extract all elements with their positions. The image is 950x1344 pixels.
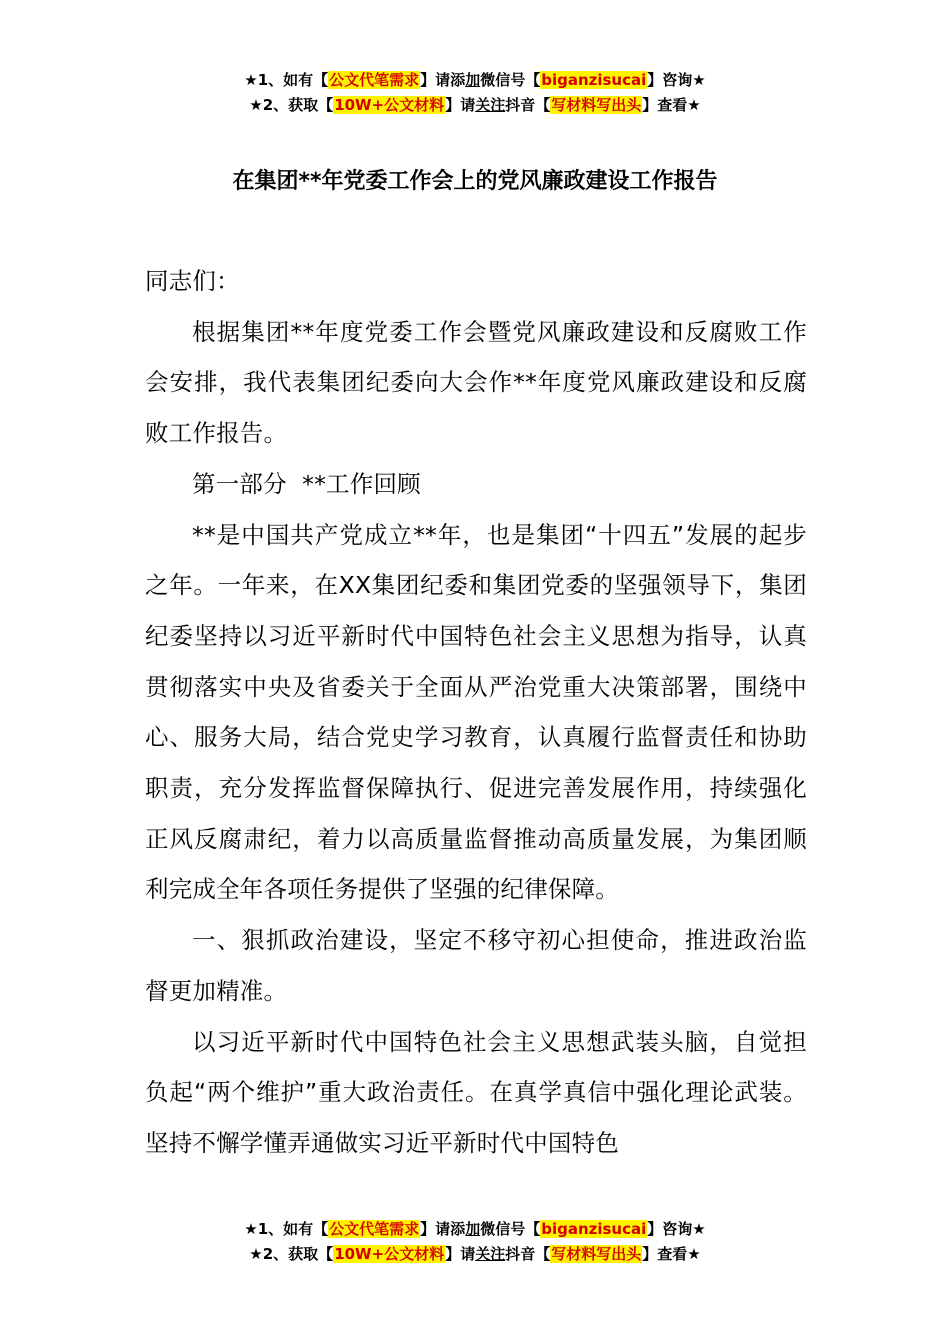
highlight-service: 公文代笔需求 xyxy=(329,1220,420,1238)
highlight-service: 公文代笔需求 xyxy=(329,71,420,89)
highlight-materials: 10W+公文材料 xyxy=(334,96,445,114)
promo-text: ★1、如有【 xyxy=(244,71,329,89)
highlight-douyin-account: 写材料写出头 xyxy=(551,1245,642,1263)
promo-emphasis: 加 xyxy=(465,71,481,89)
document-title: 在集团**年党委工作会上的党风廉政建设工作报告 xyxy=(232,169,718,194)
promo-text: 】咨询★ xyxy=(647,1220,706,1238)
promo-line-2 xyxy=(0,1242,950,1267)
promo-text: ★2、获取【 xyxy=(249,1245,334,1263)
promo-line-2 xyxy=(0,93,950,118)
paragraph-review: **是中国共产党成立**年，也是集团“十四五”发展的起步之年。一年来，在XX集团纪委和集团党委的坚强领导下，集团纪委坚持以习近平新时代中国特色社会主义思想为指导，认真贯彻落实中央及省委关于全面从严治党重大决策部署，围绕中心、服务大局，结合党史学习教育，认真履行监督责任和协助职责，充分发挥监督保障执行、促进完善发展作用，持续强化正风反腐肃纪，着力以高质量监督推动高质量发展，为集团顺利完成全年各项任务提供了坚强的纪律保障。 xyxy=(145,520,807,904)
promo-text: ★2、获取【 xyxy=(249,96,334,114)
section-heading: 第一部分 **工作回顾 xyxy=(192,469,421,498)
paragraph-intro: 根据集团**年度党委工作会暨党风廉政建设和反腐败工作会安排，我代表集团纪委向大会作**年度党风廉政建设和反腐败工作报告。 xyxy=(145,317,807,448)
promo-text: 】请添 xyxy=(420,71,466,89)
highlight-materials: 10W+公文材料 xyxy=(334,1245,445,1263)
paragraph-political: 以习近平新时代中国特色社会主义思想武装头脑，自觉担负起“两个维护”重大政治责任。在真学真信中强化理论武装。坚持不懈学懂弄通做实习近平新时代中国特色 xyxy=(145,1027,807,1157)
promo-text: 微信号【 xyxy=(480,1220,541,1238)
promo-text: 】请 xyxy=(445,1245,476,1263)
promo-banner-top xyxy=(0,68,950,118)
promo-line-1 xyxy=(0,68,950,93)
promo-text: ★1、如有【 xyxy=(244,1220,329,1238)
highlight-wechat-id: biganzisucai xyxy=(541,71,647,89)
promo-text: 】咨询★ xyxy=(647,71,706,89)
promo-text: 】请添 xyxy=(420,1220,466,1238)
promo-emphasis: 关注 xyxy=(475,1245,506,1263)
salutation: 同志们： xyxy=(145,267,240,295)
promo-emphasis: 加 xyxy=(465,1220,481,1238)
promo-text: 抖音【 xyxy=(505,96,551,114)
subsection-heading: 一、狠抓政治建设，坚定不移守初心担使命，推进政治监督更加精准。 xyxy=(145,926,807,1005)
highlight-wechat-id: biganzisucai xyxy=(541,1220,647,1238)
promo-text: 抖音【 xyxy=(505,1245,551,1263)
highlight-douyin-account: 写材料写出头 xyxy=(551,96,642,114)
promo-emphasis: 关注 xyxy=(475,96,506,114)
document-body xyxy=(145,256,807,1169)
promo-text: 】查看★ xyxy=(642,1245,701,1263)
promo-banner-bottom xyxy=(0,1217,950,1267)
promo-text: 】查看★ xyxy=(642,96,701,114)
promo-text: 】请 xyxy=(445,96,476,114)
promo-line-1 xyxy=(0,1217,950,1242)
promo-text: 微信号【 xyxy=(480,71,541,89)
